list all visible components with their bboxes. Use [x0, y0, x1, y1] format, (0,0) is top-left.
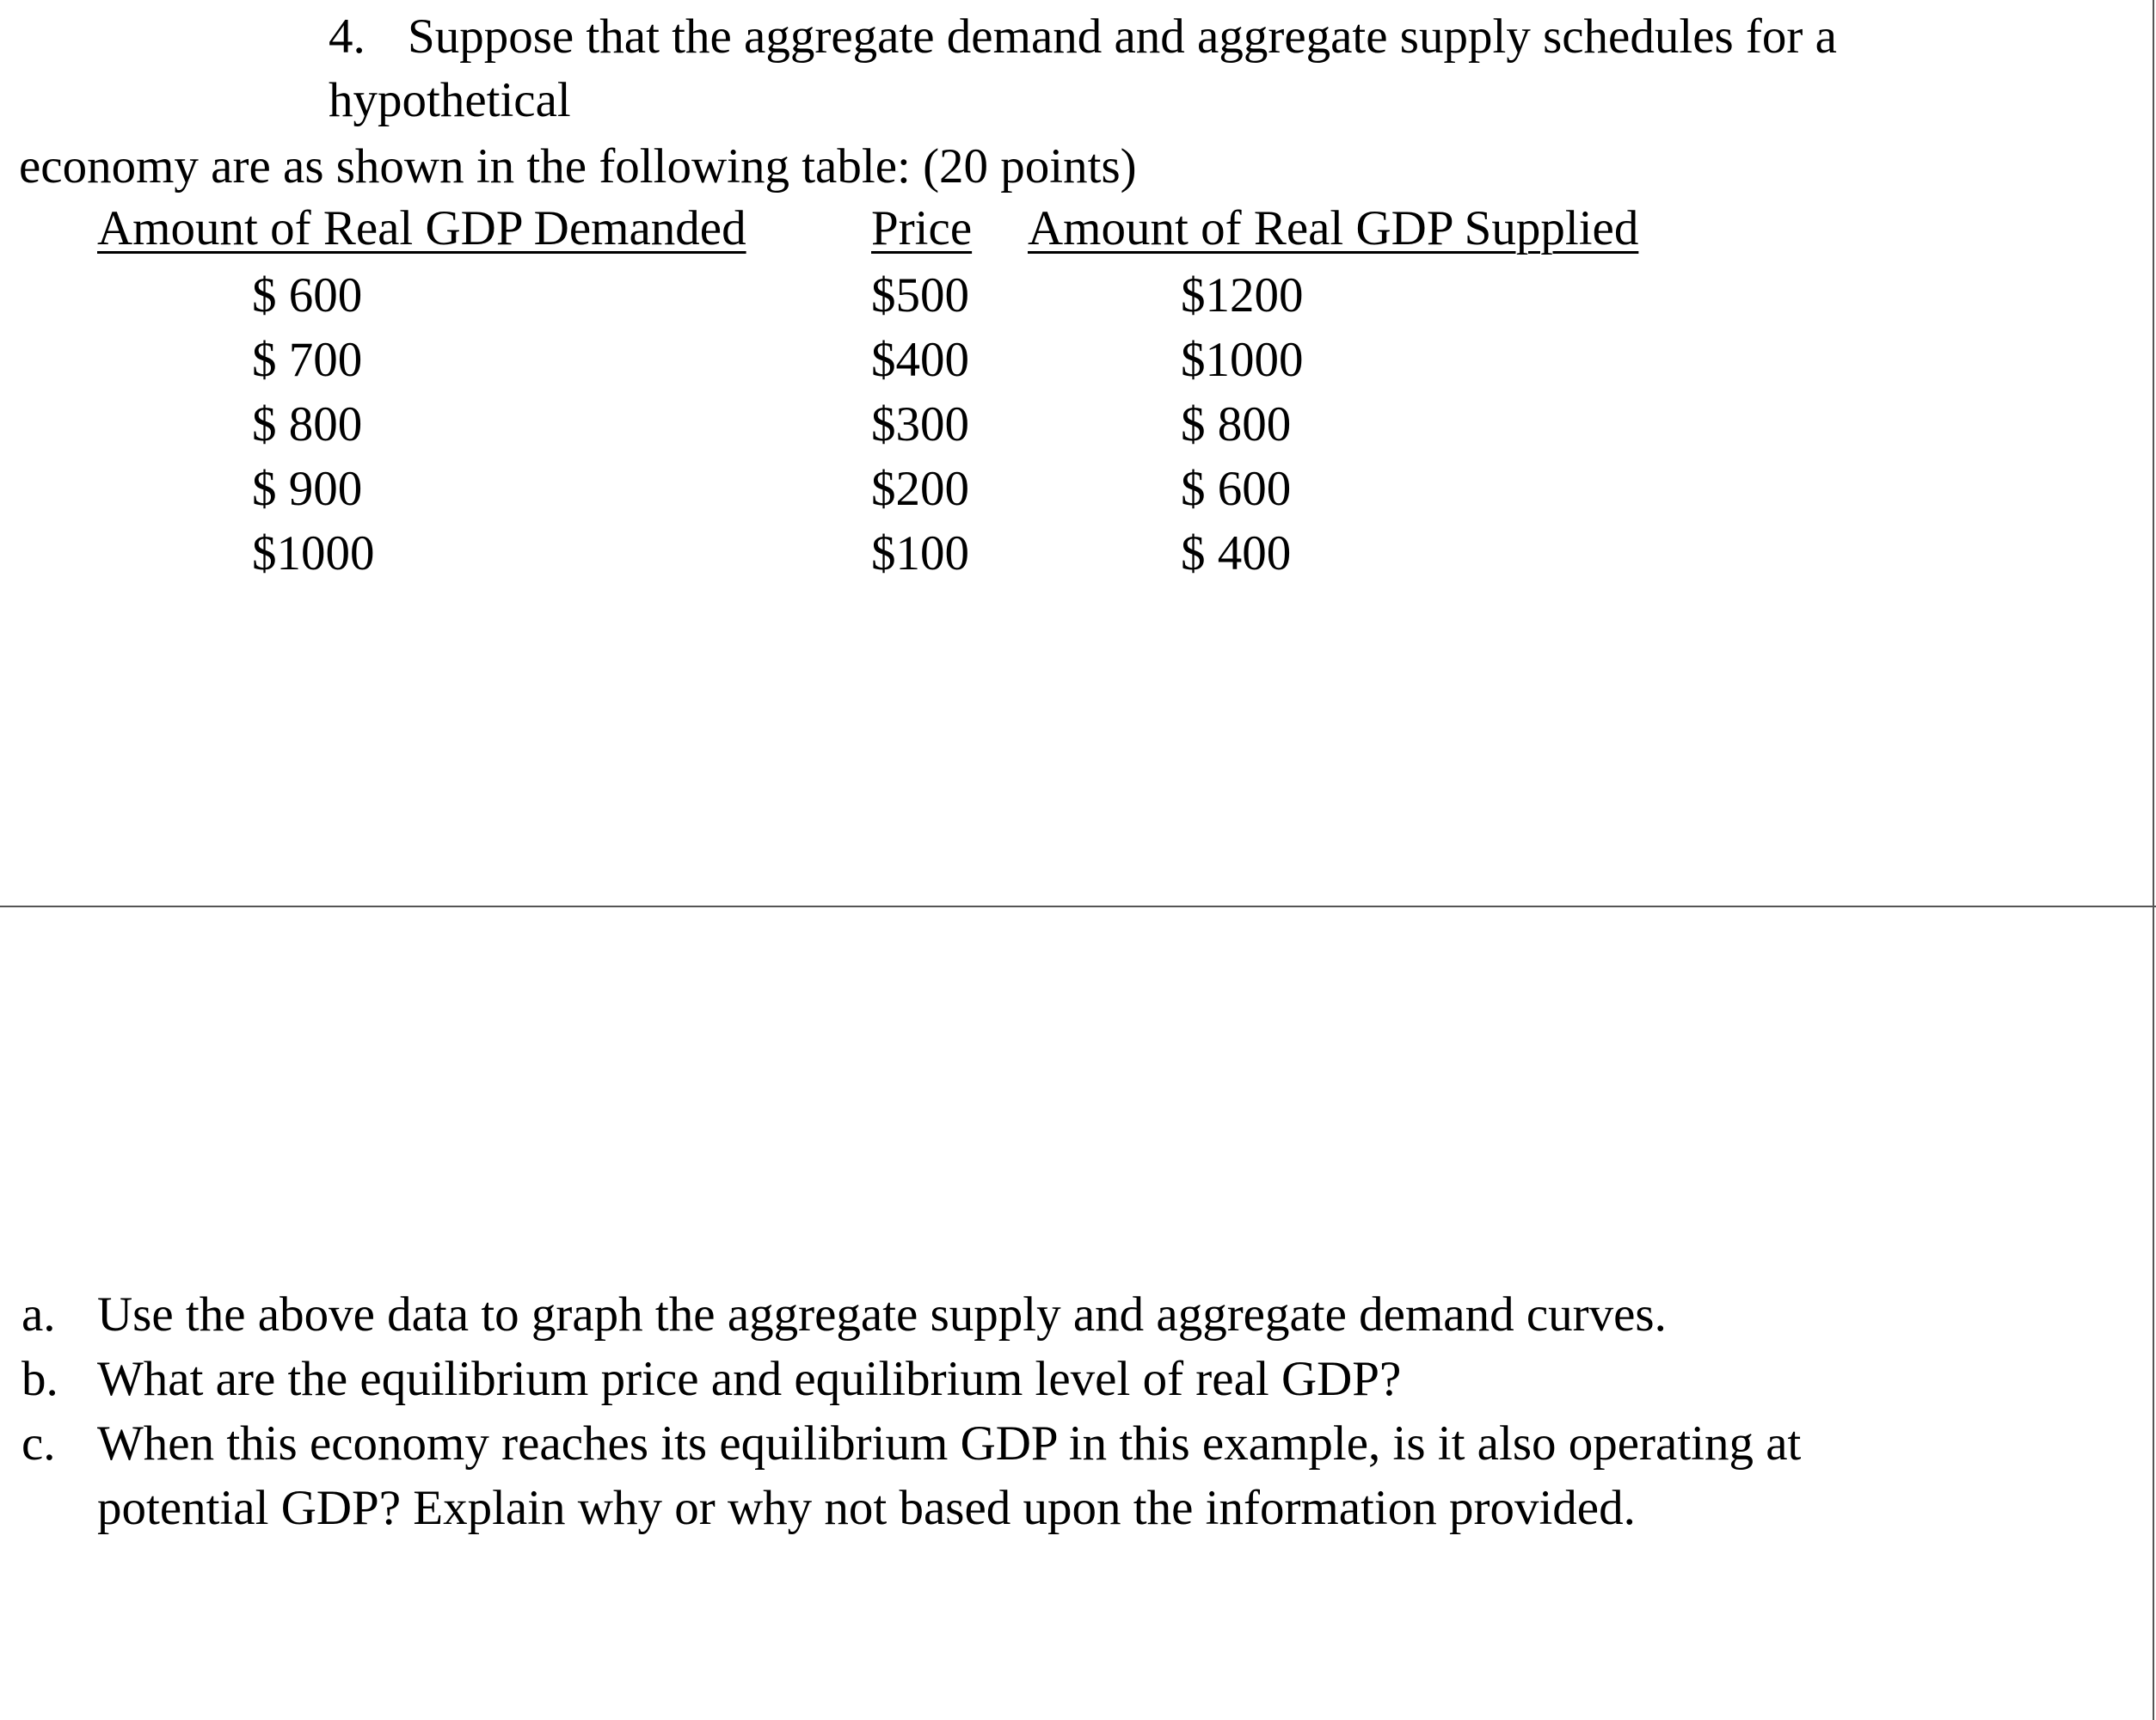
header-price: Price: [871, 201, 973, 255]
part-b-text: What are the equilibrium price and equilibrium level of real GDP?: [97, 1352, 1402, 1406]
page-right-edge: [2153, 0, 2154, 1720]
part-a-label: a.: [21, 1287, 56, 1342]
cell-supplied: $ 800: [1181, 397, 1292, 452]
cell-demanded: $1000: [252, 526, 375, 580]
part-a-text: Use the above data to graph the aggregate supply and aggregate demand curves.: [97, 1287, 1667, 1342]
question-text-line-3: economy are as shown in the following table: (20 points): [19, 139, 1137, 194]
cell-price: $200: [871, 462, 969, 516]
part-c-text: When this economy reaches its equilibrium GDP in this example, is it also operating at: [97, 1416, 1802, 1471]
part-b-label: b.: [21, 1352, 58, 1406]
page-break-divider: [0, 906, 2156, 907]
question-text-line-1: Suppose that the aggregate demand and aggregate supply schedules for a: [408, 9, 1837, 64]
cell-supplied: $ 600: [1181, 462, 1292, 516]
question-number: 4.: [329, 9, 365, 64]
part-c-text-line-2: potential GDP? Explain why or why not based upon the information provided.: [97, 1481, 1636, 1535]
cell-supplied: $1000: [1181, 333, 1304, 387]
cell-price: $300: [871, 397, 969, 452]
cell-supplied: $ 400: [1181, 526, 1292, 580]
header-gdp-demanded: Amount of Real GDP Demanded: [97, 201, 746, 255]
cell-demanded: $ 700: [252, 333, 363, 387]
cell-demanded: $ 600: [252, 268, 363, 322]
part-c-label: c.: [21, 1416, 56, 1471]
cell-price: $400: [871, 333, 969, 387]
cell-price: $500: [871, 268, 969, 322]
question-text-line-2: hypothetical: [329, 73, 571, 127]
cell-demanded: $ 800: [252, 397, 363, 452]
cell-supplied: $1200: [1181, 268, 1304, 322]
cell-demanded: $ 900: [252, 462, 363, 516]
cell-price: $100: [871, 526, 969, 580]
header-gdp-supplied: Amount of Real GDP Supplied: [1028, 201, 1639, 255]
